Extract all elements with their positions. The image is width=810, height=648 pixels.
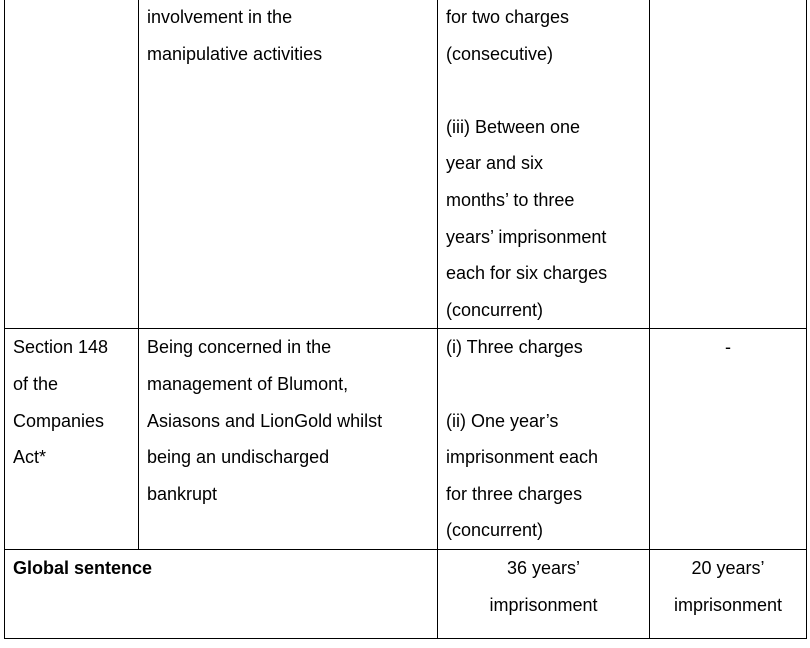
global-sentence-cell-2	[650, 550, 807, 639]
sentencing-table	[4, 0, 807, 639]
text-line: Companies	[13, 410, 105, 431]
sentence-cell	[438, 329, 650, 550]
text-line: imprisonment	[673, 594, 783, 615]
text-line: Section 148	[13, 337, 109, 358]
table-row-continued	[5, 0, 807, 329]
text-line: (ii) One year’s	[446, 410, 559, 431]
text-line: Act*	[13, 447, 47, 468]
text-line: bankrupt	[147, 483, 218, 504]
global-sentence-cell-1	[438, 550, 650, 639]
text-line: management of Blumont,	[147, 373, 349, 394]
provision-cell	[5, 329, 139, 550]
text-line: each for six charges	[446, 263, 608, 284]
text-line: imprisonment	[489, 594, 598, 615]
text-line: (consecutive)	[446, 43, 554, 64]
text-line: for three charges	[446, 483, 583, 504]
text-line: (concurrent)	[446, 299, 544, 320]
text-line: (i) Three charges	[446, 337, 583, 358]
other-sentence-cell	[650, 329, 807, 550]
text-line: manipulative activities	[147, 43, 323, 64]
text-line: year and six	[446, 153, 544, 174]
text-line: 36 years’	[506, 558, 581, 579]
other-sentence-cell	[650, 0, 807, 329]
provision-cell	[5, 0, 139, 329]
text-line: Asiasons and LionGold whilst	[147, 410, 383, 431]
sentence-cell	[438, 0, 650, 329]
table-row-section-148	[5, 329, 807, 550]
conduct-cell	[139, 0, 438, 329]
text-line: Being concerned in the	[147, 337, 332, 358]
text-line: (iii) Between one	[446, 116, 581, 137]
dash-text: -	[725, 337, 731, 358]
text-line: 20 years’	[691, 558, 765, 579]
text-line: for two charges	[446, 7, 570, 27]
text-line: involvement in the	[147, 7, 293, 27]
table-row-global-sentence	[5, 550, 807, 639]
conduct-cell	[139, 329, 438, 550]
global-sentence-label-cell	[5, 550, 438, 639]
global-sentence-label: Global sentence	[13, 558, 153, 579]
text-line: being an undischarged	[147, 447, 330, 468]
text-line: months’ to three	[446, 189, 575, 210]
text-line: (concurrent)	[446, 520, 544, 541]
text-line: of the	[13, 373, 59, 394]
text-line: years’ imprisonment	[446, 226, 607, 247]
text-line: imprisonment each	[446, 447, 599, 468]
